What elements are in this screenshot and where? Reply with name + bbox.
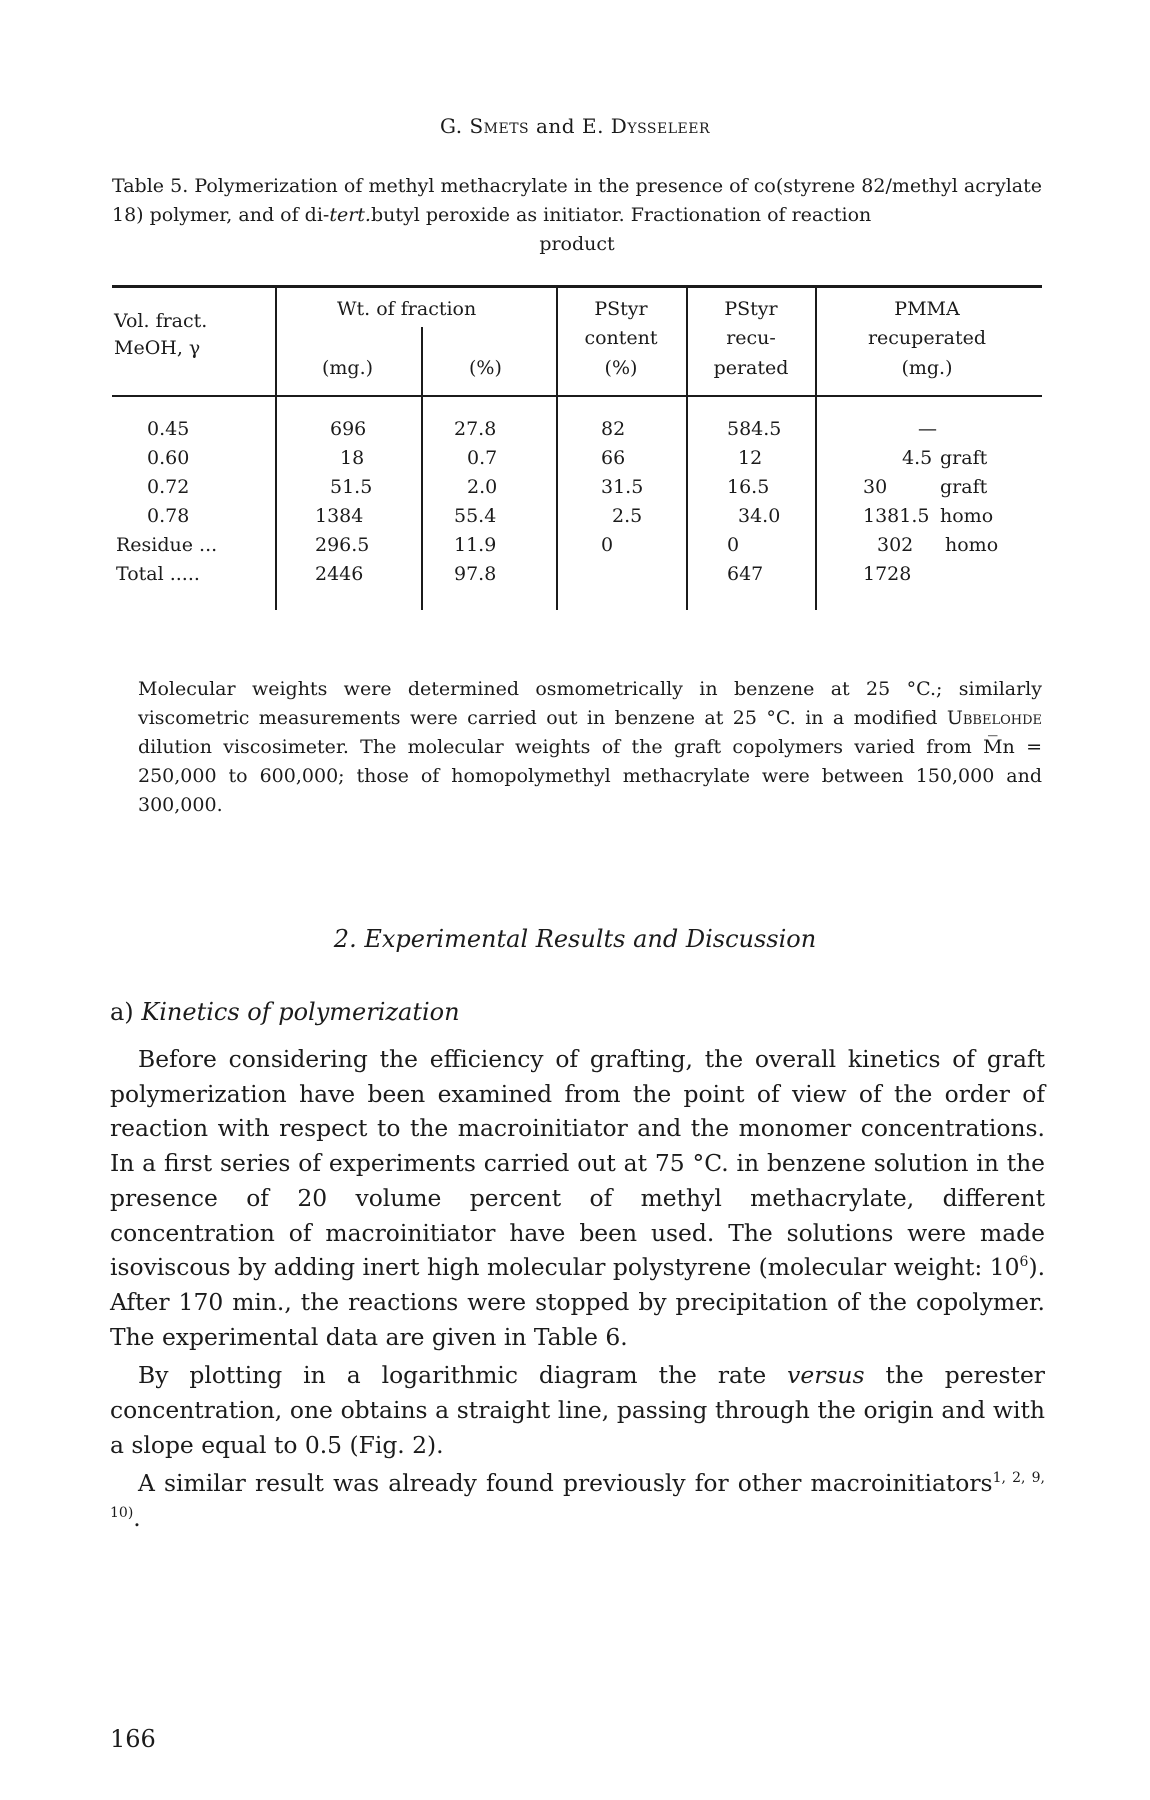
header-pstyr-recup-1: PStyr: [724, 298, 778, 320]
table-note: Molecular weights were determined osmometrically in benzene at 25 °C.; similarly viscometric measurements were carried out in benzene at 25 °C. in a modified Ubbelohde dilution viscosimeter. The molecular weights of the graft copolymers varied from M̅n = 250,000 to 600,000; those of homopolymethyl methacrylate were between 150,000 and 300,000.: [138, 678, 1042, 816]
paragraph: Before considering the efficiency of grafting, the overall kinetics of graft polymerization have been examined from the point of view of the order of reaction with respect to the macroinitiator and the monomer concentrations. In a first series of experiments carried out at 75 °C. in benzene solution in the presence of 20 volume percent of methyl methacrylate, different concentration of macroinitiator have been used. The solutions were made isoviscous by adding inert high molecular polystyrene (molecular weight: $10^6$). After 170 min., the reactions were stopped by precipitation of the copolymer. The experimental data are given in Table 6.: [110, 1045, 1045, 1351]
header-wt-pct: (%): [469, 357, 502, 379]
header-pmma-3: (mg.): [901, 357, 953, 379]
citation-refs: 1, 2, 9, 10): [110, 1470, 1045, 1522]
header-vol-line2: MeOH, γ: [114, 337, 201, 359]
data-table: Vol. fract. MeOH, γ Wt. of fraction (mg.) (%) PStyr content (%) PStyr recu- perated PMMA recuperated (mg.) 0.45 696 27.8 82 584.5 — 0.60 18 0.7 66 12 4.5 graft 0.72 51.5 2.0 31.5 16.5 30 graft 0.78 1384 55.4 2.5 34.0 1381.5 homo Residue ... 296.5 11.9 0 0 302 homo Total ..... 2446 97.8 647 1728: [112, 285, 1042, 610]
sub-heading: a) Kinetics of polymerization: [110, 998, 460, 1026]
column-divider: [815, 285, 817, 610]
header-pstyr-content-2: content: [584, 327, 658, 349]
header-pmma-1: PMMA: [894, 298, 960, 320]
header-wt-group: Wt. of fraction: [337, 298, 477, 320]
header-pmma-2: recuperated: [867, 327, 987, 349]
header-wt-mg: (mg.): [322, 357, 374, 379]
column-divider: [686, 285, 688, 610]
ubbelohde-name: Ubbelohde: [946, 707, 1042, 729]
table-top-rule: [112, 285, 1042, 288]
author-1: Smets: [469, 114, 530, 138]
header-vol-line1: Vol. fract.: [114, 310, 208, 332]
running-head: G. Smets and E. Dysseleer: [439, 114, 711, 138]
table-caption: Table 5. Polymerization of methyl methacrylate in the presence of co(styrene 82/methyl acrylate 18) polymer, and of di-tert.butyl peroxide as initiator. Fractionation of reaction product: [112, 175, 1042, 255]
table-header-rule: [112, 395, 1042, 397]
page-number: 166: [110, 1725, 156, 1753]
author-2: Dysseleer: [610, 114, 711, 138]
header-pstyr-content-3: (%): [604, 357, 638, 379]
section-heading: 2. Experimental Results and Discussion: [333, 925, 817, 953]
paragraph: By plotting in a logarithmic diagram the rate versus the perester concentration, one obtains a straight line, passing through the origin and with a slope equal to 0.5 (Fig. 2).: [110, 1361, 1045, 1459]
header-pstyr-content-1: PStyr: [594, 298, 648, 320]
mn-symbol: M̅n: [983, 736, 1015, 758]
body-text: [110, 1042, 1045, 1540]
header-pstyr-recup-3: perated: [713, 357, 789, 379]
column-divider: [275, 285, 277, 610]
column-divider: [556, 285, 558, 610]
column-divider: [421, 327, 423, 610]
header-pstyr-recup-2: recu-: [726, 327, 776, 349]
paragraph: A similar result was already found previously for other macroinitiators$^{1, 2, 9, 10)}$.: [110, 1469, 1045, 1533]
